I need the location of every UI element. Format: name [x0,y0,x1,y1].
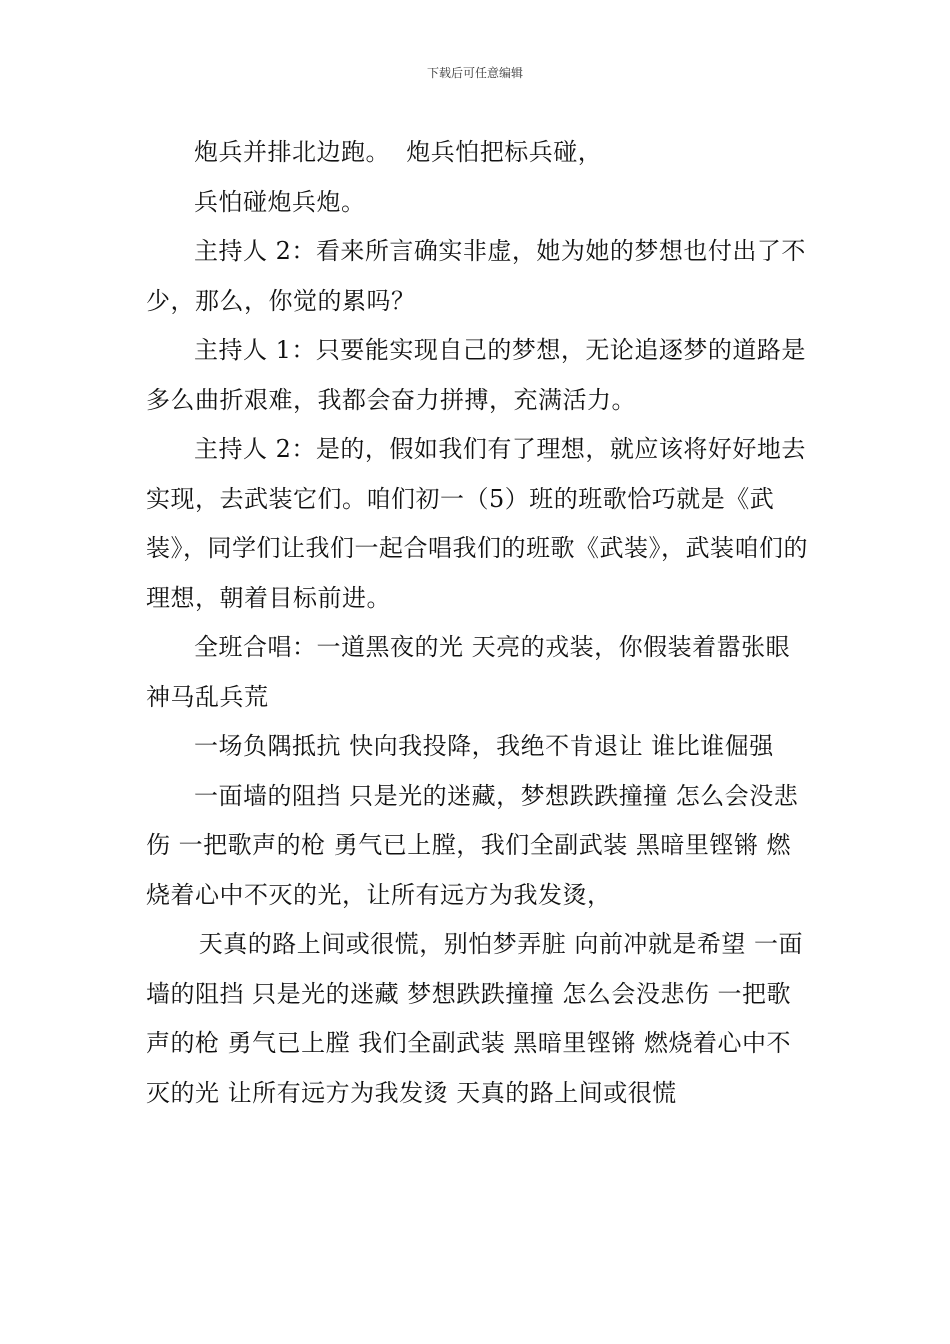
paragraph-6: 全班合唱：一道黑夜的光 天亮的戎装，你假装着嚣张眼神马乱兵荒 [146,633,791,711]
paragraph-1: 炮兵并排北边跑。 炮兵怕把标兵碰， [194,138,603,166]
paragraph-3: 主持人 2：看来所言确实非虚，她为她的梦想也付出了不少，那么，你觉的累吗？ [146,237,806,315]
paragraph-2: 兵怕碰炮兵炮。 [194,187,366,216]
paragraph-5: 主持人 2：是的，假如我们有了理想，就应该将好好地去实现，去武装它们。咱们初一（5）班的班歌恰巧就是《武装》，同学们让我们一起合唱我们的班歌《武装》，武装咱们的理想，朝着目标前进。 [146,435,808,612]
page-header-note: 下载后可任意编辑 [426,66,523,80]
document-body [146,128,810,1118]
paragraph-8: 一面墙的阻挡 只是光的迷藏，梦想跌跌撞撞 怎么会没悲伤 一把歌声的枪 勇气已上膛，我们全副武装 黑暗里铿锵 燃烧着心中不灭的光，让所有远方为我发烫， [146,781,799,909]
paragraph-7: 一场负隅抵抗 快向我投降，我绝不肯退让 谁比谁倔强 [194,732,774,760]
paragraph-9: 天真的路上间或很慌，别怕梦弄脏 向前冲就是希望 一面墙的阻挡 只是光的迷藏 梦想跌跌撞撞 怎么会没悲伤 一把歌声的枪 勇气已上膛 我们全副武装 黑暗里铿锵 燃烧着心中不灭的光 让所有远方为我发烫 天真的路上间或很慌 [146,930,804,1107]
paragraph-4: 主持人 1：只要能实现自己的梦想，无论追逐梦的道路是多么曲折艰难，我都会奋力拼搏，充满活力。 [146,336,806,414]
